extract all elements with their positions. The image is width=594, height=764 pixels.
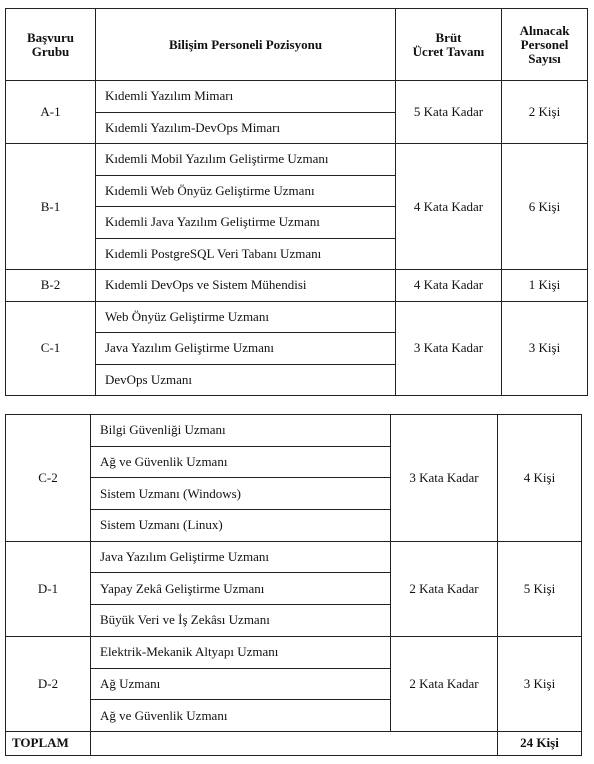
personnel-count: 6 Kişi (502, 144, 588, 270)
salary-cap: 4 Kata Kadar (396, 144, 502, 270)
position-name: Kıdemli Web Önyüz Geliştirme Uzmanı (96, 175, 396, 207)
positions-table-part-1 (5, 8, 588, 396)
position-name: Ağ ve Güvenlik Uzmanı (91, 700, 391, 732)
table-row (6, 415, 582, 447)
position-name: Ağ ve Güvenlik Uzmanı (91, 446, 391, 478)
salary-cap: 2 Kata Kadar (391, 541, 498, 636)
table-row (6, 144, 588, 176)
position-name: Web Önyüz Geliştirme Uzmanı (96, 301, 396, 333)
salary-cap: 5 Kata Kadar (396, 81, 502, 144)
table-row (6, 301, 588, 333)
position-name: Elektrik-Mekanik Altyapı Uzmanı (91, 636, 391, 668)
personnel-count: 4 Kişi (498, 415, 582, 542)
position-name: Kıdemli Mobil Yazılım Geliştirme Uzmanı (96, 144, 396, 176)
table-row (6, 81, 588, 113)
position-name: Java Yazılım Geliştirme Uzmanı (91, 541, 391, 573)
total-row (6, 731, 582, 755)
total-blank-cell (91, 731, 498, 755)
group-code: A-1 (6, 81, 96, 144)
header-row (6, 9, 588, 81)
position-name: Sistem Uzmanı (Windows) (91, 478, 391, 510)
salary-cap: 3 Kata Kadar (396, 301, 502, 396)
positions-table-part-2 (5, 414, 582, 756)
salary-cap: 3 Kata Kadar (391, 415, 498, 542)
position-name: Java Yazılım Geliştirme Uzmanı (96, 333, 396, 365)
page-break-gap (0, 402, 594, 414)
personnel-count: 2 Kişi (502, 81, 588, 144)
header-position: Bilişim Personeli Pozisyonu (96, 9, 396, 81)
header-group: Başvuru Grubu (6, 9, 96, 81)
total-count: 24 Kişi (498, 731, 582, 755)
personnel-count: 5 Kişi (498, 541, 582, 636)
position-name: Kıdemli Yazılım-DevOps Mimarı (96, 112, 396, 144)
position-name: Ağ Uzmanı (91, 668, 391, 700)
table-row (6, 541, 582, 573)
total-label: TOPLAM (6, 731, 91, 755)
personnel-count: 1 Kişi (502, 270, 588, 302)
table-row (6, 636, 582, 668)
group-code: C-1 (6, 301, 96, 396)
position-name: Kıdemli Yazılım Mimarı (96, 81, 396, 113)
position-name: Sistem Uzmanı (Linux) (91, 510, 391, 542)
group-code: C-2 (6, 415, 91, 542)
group-code: B-1 (6, 144, 96, 270)
position-name: Büyük Veri ve İş Zekâsı Uzmanı (91, 605, 391, 637)
personnel-count: 3 Kişi (498, 636, 582, 731)
salary-cap: 2 Kata Kadar (391, 636, 498, 731)
position-name: Kıdemli DevOps ve Sistem Mühendisi (96, 270, 396, 302)
group-code: B-2 (6, 270, 96, 302)
group-code: D-1 (6, 541, 91, 636)
personnel-count: 3 Kişi (502, 301, 588, 396)
table-row (6, 270, 588, 302)
position-name: Yapay Zekâ Geliştirme Uzmanı (91, 573, 391, 605)
header-count: Alınacak Personel Sayısı (502, 9, 588, 81)
position-name: Kıdemli Java Yazılım Geliştirme Uzmanı (96, 207, 396, 239)
position-name: DevOps Uzmanı (96, 364, 396, 396)
header-salary: Brüt Ücret Tavanı (396, 9, 502, 81)
position-name: Kıdemli PostgreSQL Veri Tabanı Uzmanı (96, 238, 396, 270)
group-code: D-2 (6, 636, 91, 731)
salary-cap: 4 Kata Kadar (396, 270, 502, 302)
position-name: Bilgi Güvenliği Uzmanı (91, 415, 391, 447)
